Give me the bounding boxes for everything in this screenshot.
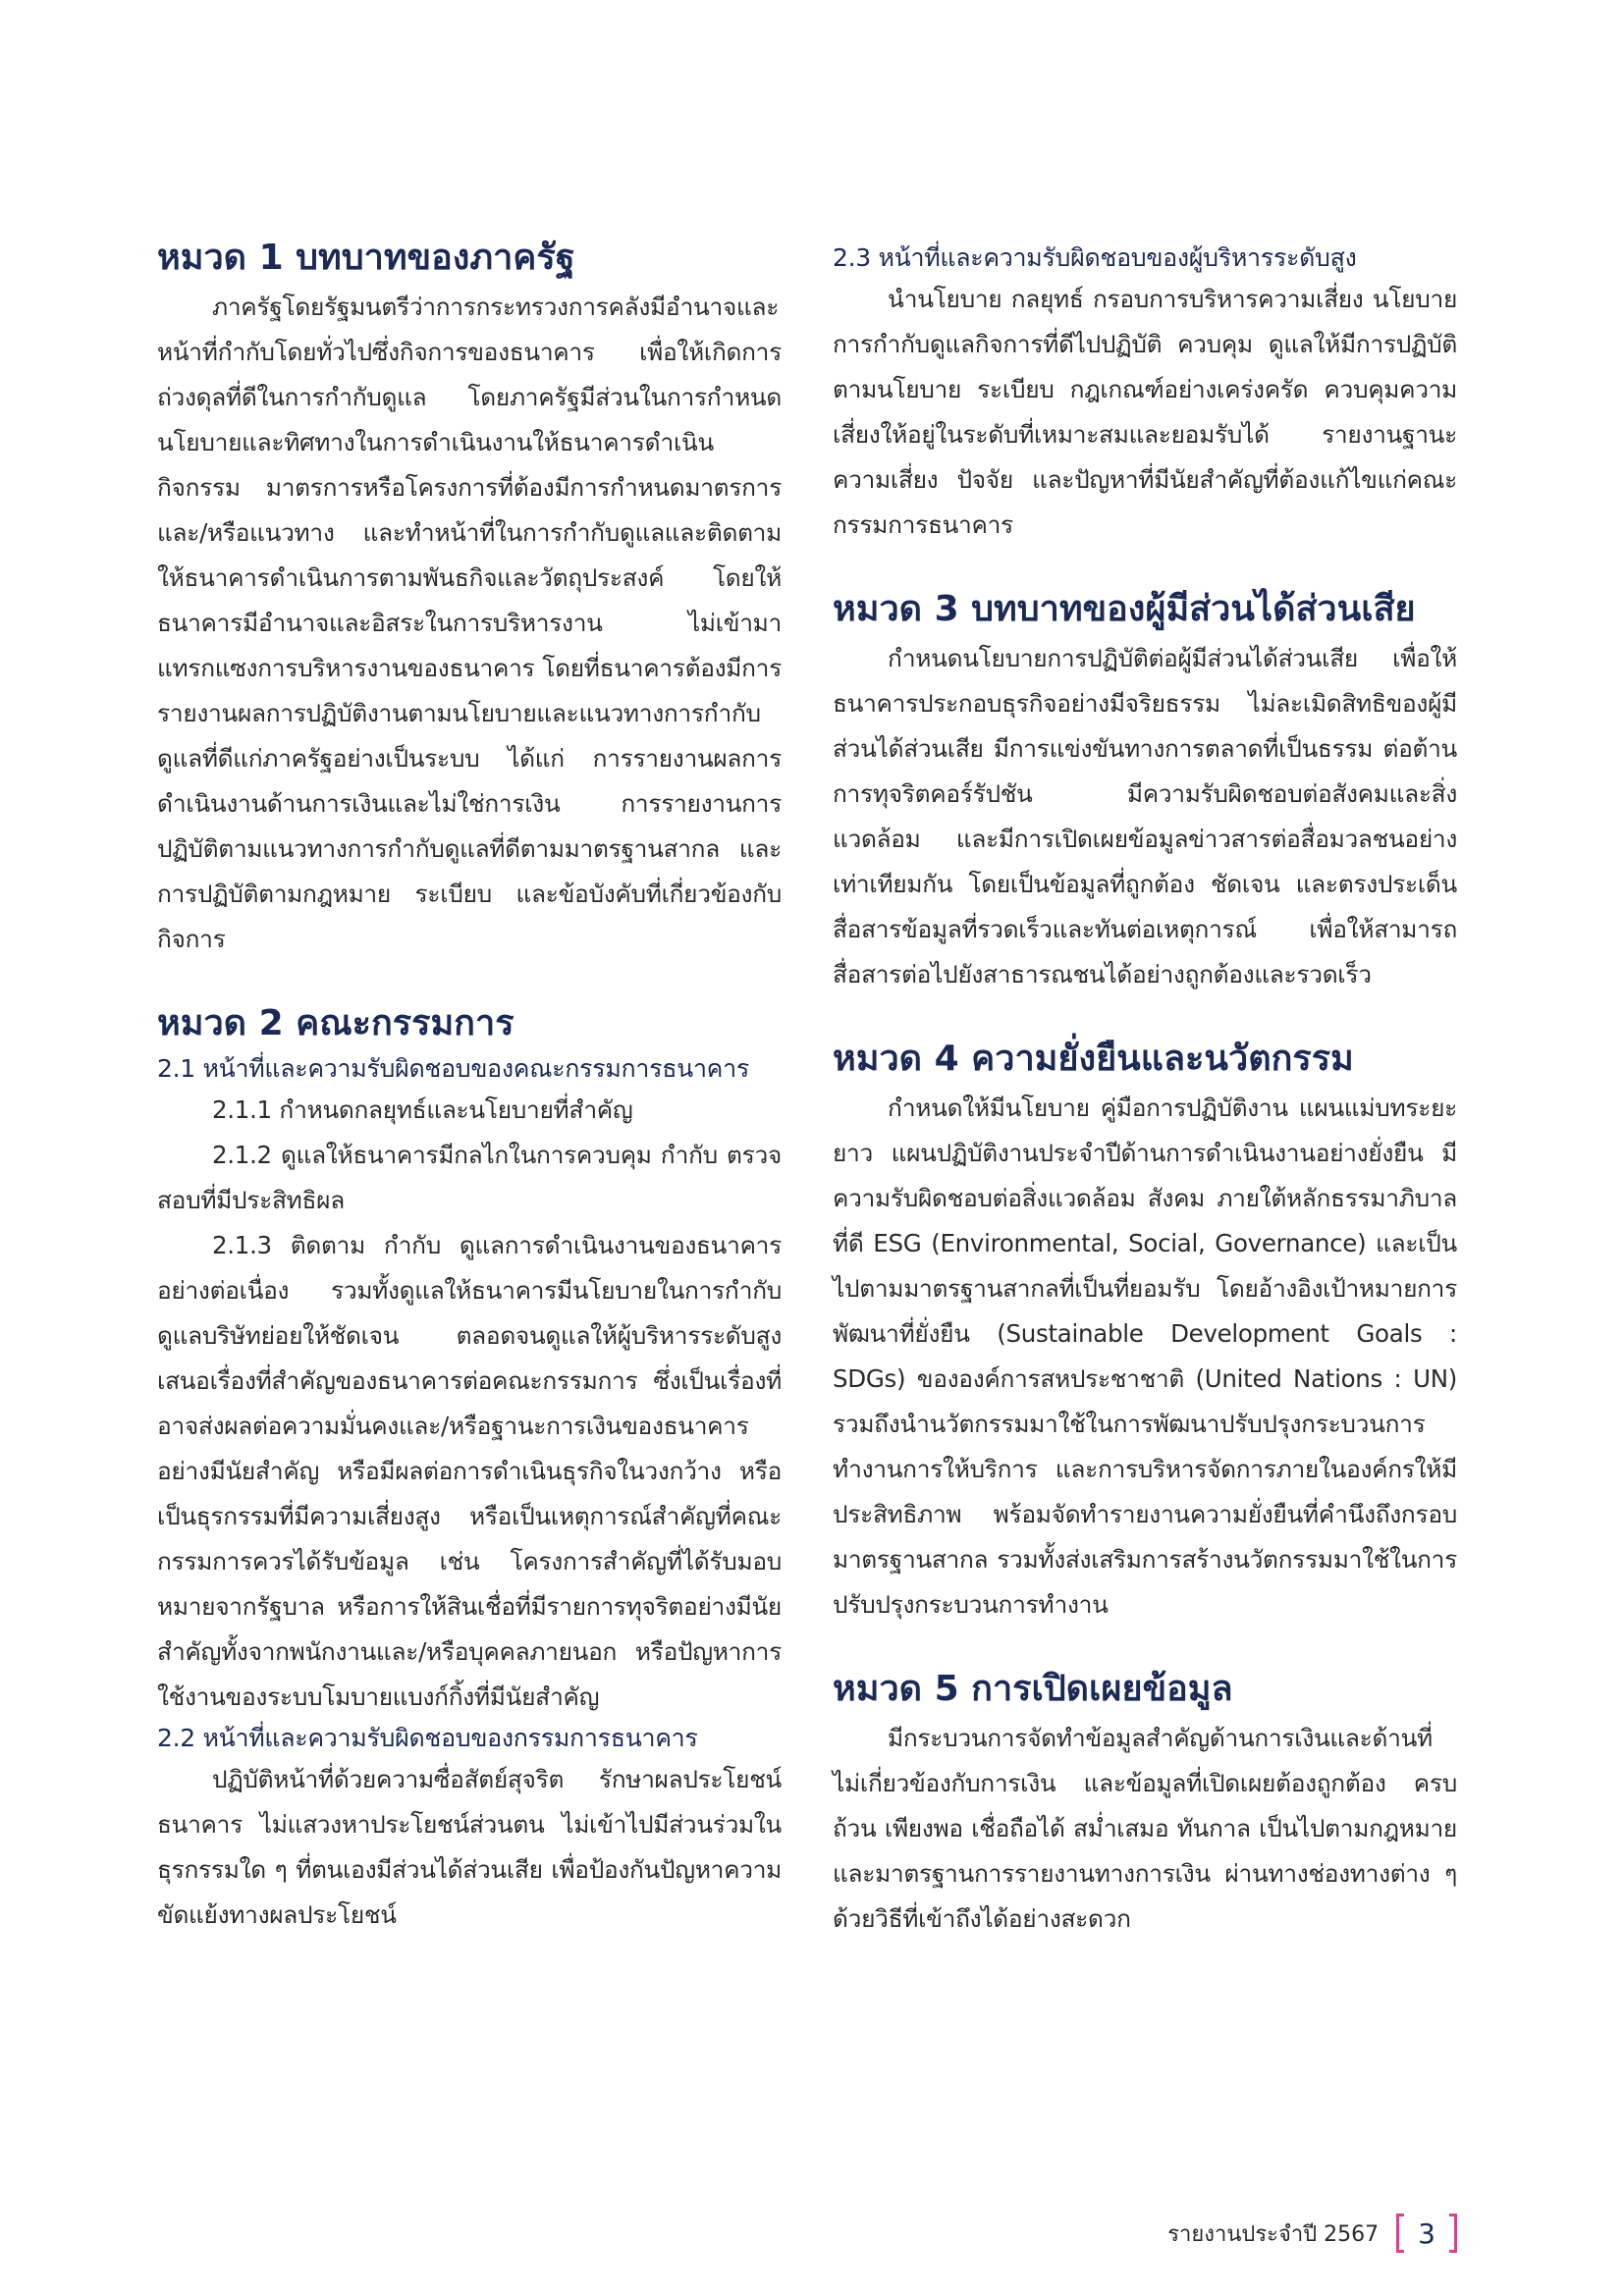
right-column — [833, 236, 1457, 1942]
section-2-title: หมวด 2 คณะกรรมการ — [157, 1003, 514, 1043]
subsection-2-3-title: 2.3 หน้าที่และความรับผิดชอบของผู้บริหารระดับสูง — [833, 243, 1357, 272]
subsection-2-2-title: 2.2 หน้าที่และความรับผิดชอบของกรรมการธนาคาร — [157, 1724, 698, 1752]
subsection-2-2-paragraph: ปฏิบัติหน้าที่ด้วยความซื่อสัตย์สุจริต รักษาผลประโยชน์ธนาคาร ไม่แสวงหาประโยชน์ส่วนตน ไม่เข้าไปมีส่วนร่วมในธุรกรรมใด ๆ ที่ตนเองมีส่วนได้ส่วนเสีย เพื่อป้องกันปัญหาความขัดแย้งทางผลประโยชน์ — [157, 1765, 782, 1929]
report-label: รายงานประจำปี 2567 — [1167, 2221, 1380, 2247]
item-2-1-3: 2.1.3 ติดตาม กำกับ ดูแลการดำเนินงานของธนาคารอย่างต่อเนื่อง รวมทั้งดูแลให้ธนาคารมีนโยบายในการกำกับดูแลบริษัทย่อยให้ชัดเจน ตลอดจนดูแลให้ผู้บริหารระดับสูงเสนอเรื่องที่สำคัญของธนาคารต่อคณะกรรมการ ซึ่งเป็นเรื่องที่อาจส่งผลต่อความมั่นคงและ/หรือฐานะการเงินของธนาคารอย่างมีนัยสำคัญ หรือมีผลต่อการดำเนินธุรกิจในวงกว้าง หรือเป็นธุรกรรมที่มีความเสี่ยงสูง หรือเป็นเหตุการณ์สำคัญที่คณะกรรมการควรได้รับข้อมูล เช่น โครงการสำคัญที่ได้รับมอบหมายจากรัฐบาล หรือการให้สินเชื่อที่มีรายการทุจริตอย่างมีนัยสำคัญทั้งจากพนักงานและ/หรือบุคคลภายนอก หรือปัญหาการใช้งานของระบบโมบายแบงก์กิ้งที่มีนัยสำคัญ — [157, 1231, 782, 1711]
section-1-title: หมวด 1 บทบาทของภาครัฐ — [157, 238, 575, 278]
subsection-2-1-title: 2.1 หน้าที่และความรับผิดชอบของคณะกรรมการธนาคาร — [157, 1054, 749, 1083]
bracket-left-icon — [1396, 2214, 1404, 2253]
section-4-title: หมวด 4 ความยั่งยืนและนวัตกรรม — [833, 1039, 1354, 1079]
left-column — [157, 236, 782, 1938]
section-1-paragraph: ภาครัฐโดยรัฐมนตรีว่าการกระทรวงการคลังมีอำนาจและหน้าที่กำกับโดยทั่วไปซึ่งกิจการของธนาคาร เพื่อให้เกิดการถ่วงดุลที่ดีในการกำกับดูแล โดยภาครัฐมีส่วนในการกำหนดนโยบายและทิศทางในการดำเนินงานให้ธนาคารดำเนินกิจกรรม มาตรการหรือโครงการที่ต้องมีการกำหนดมาตรการและ/หรือแนวทาง และทำหน้าที่ในการกำกับดูแลและติดตามให้ธนาคารดำเนินการตามพันธกิจและวัตถุประสงค์ โดยให้ธนาคารมีอำนาจและอิสระในการบริหารงาน ไม่เข้ามาแทรกแซงการบริหารงานของธนาคาร โดยที่ธนาคารต้องมีการรายงานผลการปฏิบัติงานตามนโยบายและแนวทางการกำกับดูแลที่ดีแก่ภาครัฐอย่างเป็นระบบ ได้แก่ การรายงานผลการดำเนินงานด้านการเงินและไม่ใช่การเงิน การรายงานการปฏิบัติตามแนวทางการกำกับดูแลที่ดีตามมาตรฐานสากล และการปฏิบัติตามกฎหมาย ระเบียบ และข้อบังคับที่เกี่ยวข้องกับกิจการ — [157, 293, 782, 953]
section-4-paragraph: กำหนดให้มีนโยบาย คู่มือการปฏิบัติงาน แผนแม่บทระยะยาว แผนปฏิบัติงานประจำปีด้านการดำเนินงานอย่างยั่งยืน มีความรับผิดชอบต่อสิ่งแวดล้อม สังคม ภายใต้หลักธรรมาภิบาลที่ดี ESG (Environmental, Social, Governance) และเป็นไปตามมาตรฐานสากลที่เป็นที่ยอมรับ โดยอ้างอิงเป้าหมายการพัฒนาที่ยั่งยืน (Sustainable Development Goals : SDGs) ขององค์การสหประชาชาติ (United Nations : UN) รวมถึงนำนวัตกรรมมาใช้ในการพัฒนาปรับปรุงกระบวนการทำงานการให้บริการ และการบริหารจัดการภายในองค์กรให้มีประสิทธิภาพ พร้อมจัดทำรายงานความยั่งยืนที่คำนึงถึงกรอบมาตรฐานสากล รวมทั้งส่งเสริมการสร้างนวัตกรรมมาใช้ในการปรับปรุงกระบวนการทำงาน — [833, 1094, 1457, 1619]
section-5-paragraph: มีกระบวนการจัดทำข้อมูลสำคัญด้านการเงินและด้านที่ไม่เกี่ยวข้องกับการเงิน และข้อมูลที่เปิดเผยต้องถูกต้อง ครบถ้วน เพียงพอ เชื่อถือได้ สม่ำเสมอ ทันกาล เป็นไปตามกฎหมายและมาตรฐานการรายงานทางการเงิน ผ่านทางช่องทางต่าง ๆ ด้วยวิธีที่เข้าถึงได้อย่างสะดวก — [833, 1724, 1457, 1933]
page-number: 3 — [1418, 2216, 1435, 2250]
section-3-paragraph: กำหนดนโยบายการปฏิบัติต่อผู้มีส่วนได้ส่วนเสีย เพื่อให้ธนาคารประกอบธุรกิจอย่างมีจริยธรรม ไม่ละเมิดสิทธิของผู้มีส่วนได้ส่วนเสีย มีการแข่งขันทางการตลาดที่เป็นธรรม ต่อต้านการทุจริตคอร์รัปชัน มีความรับผิดชอบต่อสังคมและสิ่งแวดล้อม และมีการเปิดเผยข้อมูลข่าวสารต่อสื่อมวลชนอย่างเท่าเทียมกัน โดยเป็นข้อมูลที่ถูกต้อง ชัดเจน และตรงประเด็น สื่อสารข้อมูลที่รวดเร็วและทันต่อเหตุการณ์ เพื่อให้สามารถสื่อสารต่อไปยังสาธารณชนได้อย่างถูกต้องและรวดเร็ว — [833, 644, 1457, 988]
section-5-title: หมวด 5 การเปิดเผยข้อมูล — [833, 1669, 1233, 1709]
section-3-title: หมวด 3 บทบาทของผู้มีส่วนได้ส่วนเสีย — [833, 589, 1416, 629]
item-2-1-2: 2.1.2 ดูแลให้ธนาคารมีกลไกในการควบคุม กำกับ ตรวจสอบที่มีประสิทธิผล — [157, 1141, 782, 1214]
page-footer — [1167, 2211, 1457, 2256]
subsection-2-3-paragraph: นำนโยบาย กลยุทธ์ กรอบการบริหารความเสี่ยง นโยบายการกำกับดูแลกิจการที่ดีไปปฏิบัติ ควบคุม ดูแลให้มีการปฏิบัติตามนโยบาย ระเบียบ กฎเกณฑ์อย่างเคร่งครัด ควบคุมความเสี่ยงให้อยู่ในระดับที่เหมาะสมและยอมรับได้ รายงานฐานะความเสี่ยง ปัจจัย และปัญหาที่มีนัยสำคัญที่ต้องแก้ไขแก่คณะกรรมการธนาคาร — [833, 285, 1457, 539]
bracket-right-icon — [1449, 2214, 1457, 2253]
item-2-1-1: 2.1.1 กำหนดกลยุทธ์และนโยบายที่สำคัญ — [212, 1095, 633, 1124]
